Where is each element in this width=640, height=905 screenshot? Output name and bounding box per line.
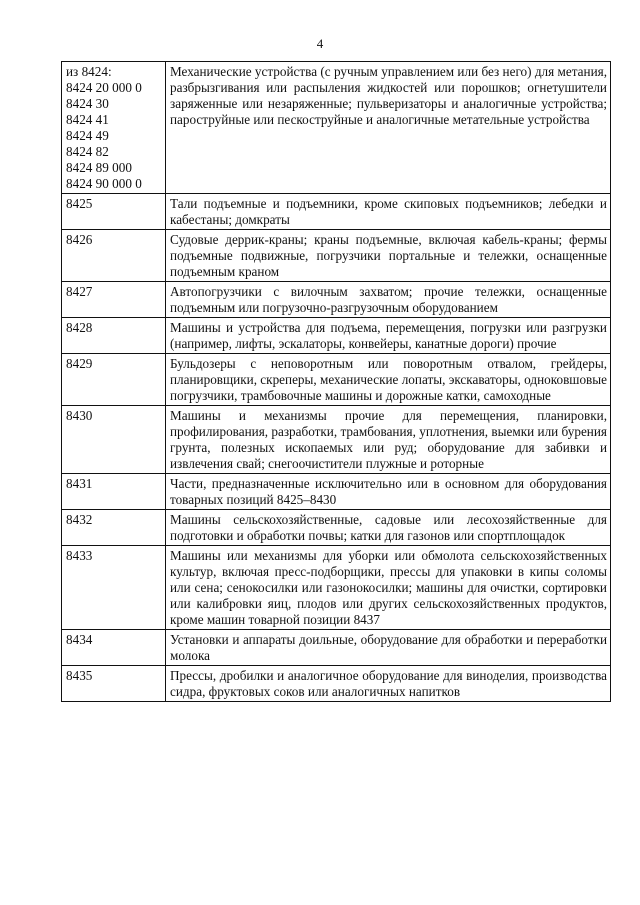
code-table-body	[62, 62, 611, 702]
code-cell	[62, 666, 166, 702]
description-cell: Машины и механизмы прочие для перемещения, планировки, профилирования, разработки, трамбования, уплотнения, выемки или бурения грунта, полезных ископаемых или руд; оборудование для забивки и извлечения свай; снегоочистители плужные и роторные	[166, 406, 611, 474]
commodity-code: 8424 49	[66, 128, 109, 143]
commodity-code: 8425	[66, 196, 93, 211]
code-cell	[62, 474, 166, 510]
commodity-code: 8435	[66, 668, 93, 683]
commodity-code: 8424 20 000 0	[66, 80, 142, 95]
commodity-code: 8428	[66, 320, 93, 335]
commodity-code: 8424 82	[66, 144, 109, 159]
page-number: 4	[316, 36, 324, 51]
description-cell: Машины и устройства для подъема, перемещения, погрузки или разгрузки (например, лифты, эскалаторы, конвейеры, канатные дороги) прочие	[166, 318, 611, 354]
description-cell: Автопогрузчики с вилочным захватом; прочие тележки, оснащенные подъемным или погрузочно-разгрузочным оборудованием	[166, 282, 611, 318]
table-row	[62, 546, 611, 630]
description-cell: Прессы, дробилки и аналогичное оборудование для виноделия, производства сидра, фруктовых соков или аналогичных напитков	[166, 666, 611, 702]
commodity-code: 8429	[66, 356, 93, 371]
code-cell	[62, 62, 166, 194]
commodity-code: 8427	[66, 284, 93, 299]
description-cell: Бульдозеры с неповоротным или поворотным отвалом, грейдеры, планировщики, скреперы, механические лопаты, экскаваторы, одноковшовые погрузчики, трамбовочные машины и дорожные катки, самоходные	[166, 354, 611, 406]
table-row	[62, 230, 611, 282]
table-row	[62, 282, 611, 318]
code-cell	[62, 406, 166, 474]
table-row	[62, 354, 611, 406]
description-cell: Машины или механизмы для уборки или обмолота сельскохозяйственных культур, включая пресс-подборщики, прессы для упаковки в кипы соломы или сена; сенокосилки или газонокосилки; машины для очистки, сортировки или калибровки яиц, плодов или других сельскохозяйственных продуктов, кроме машин товарной позиции 8437	[166, 546, 611, 630]
description-cell: Тали подъемные и подъемники, кроме скиповых подъемников; лебедки и кабестаны; домкраты	[166, 194, 611, 230]
table-row	[62, 510, 611, 546]
code-cell	[62, 546, 166, 630]
commodity-code: 8430	[66, 408, 93, 423]
code-cell	[62, 510, 166, 546]
commodity-code: 8433	[66, 548, 93, 563]
commodity-code: из 8424:	[66, 64, 112, 79]
description-cell: Части, предназначенные исключительно или в основном для оборудования товарных позиций 8425–8430	[166, 474, 611, 510]
code-cell	[62, 194, 166, 230]
table-row	[62, 630, 611, 666]
code-cell	[62, 230, 166, 282]
description-cell: Машины сельскохозяйственные, садовые или лесохозяйственные для подготовки и обработки почвы; катки для газонов или спортплощадок	[166, 510, 611, 546]
description-cell: Установки и аппараты доильные, оборудование для обработки и переработки молока	[166, 630, 611, 666]
code-cell	[62, 318, 166, 354]
code-cell	[62, 282, 166, 318]
description-cell: Механические устройства (с ручным управлением или без него) для метания, разбрызгивания или распыления жидкостей или порошков; огнетушители заряженные или незаряженные; пульверизаторы и аналогичные устройства; пароструйные или пескоструйные и аналогичные метательные устройства	[166, 62, 611, 194]
table-row	[62, 194, 611, 230]
commodity-code: 8431	[66, 476, 93, 491]
commodity-code: 8432	[66, 512, 93, 527]
commodity-code: 8434	[66, 632, 93, 647]
code-cell	[62, 354, 166, 406]
table-row	[62, 406, 611, 474]
commodity-code: 8424 30	[66, 96, 109, 111]
table-row	[62, 474, 611, 510]
commodity-code: 8424 90 000 0	[66, 176, 142, 191]
customs-code-table	[61, 61, 611, 702]
table-row	[62, 62, 611, 194]
commodity-code: 8424 41	[66, 112, 109, 127]
table-row	[62, 318, 611, 354]
table-row	[62, 666, 611, 702]
description-cell: Судовые деррик-краны; краны подъемные, включая кабель-краны; фермы подъемные подвижные, погрузчики портальные и тележки, оснащенные подъемным краном	[166, 230, 611, 282]
commodity-code: 8426	[66, 232, 93, 247]
commodity-code: 8424 89 000	[66, 160, 132, 175]
code-cell	[62, 630, 166, 666]
